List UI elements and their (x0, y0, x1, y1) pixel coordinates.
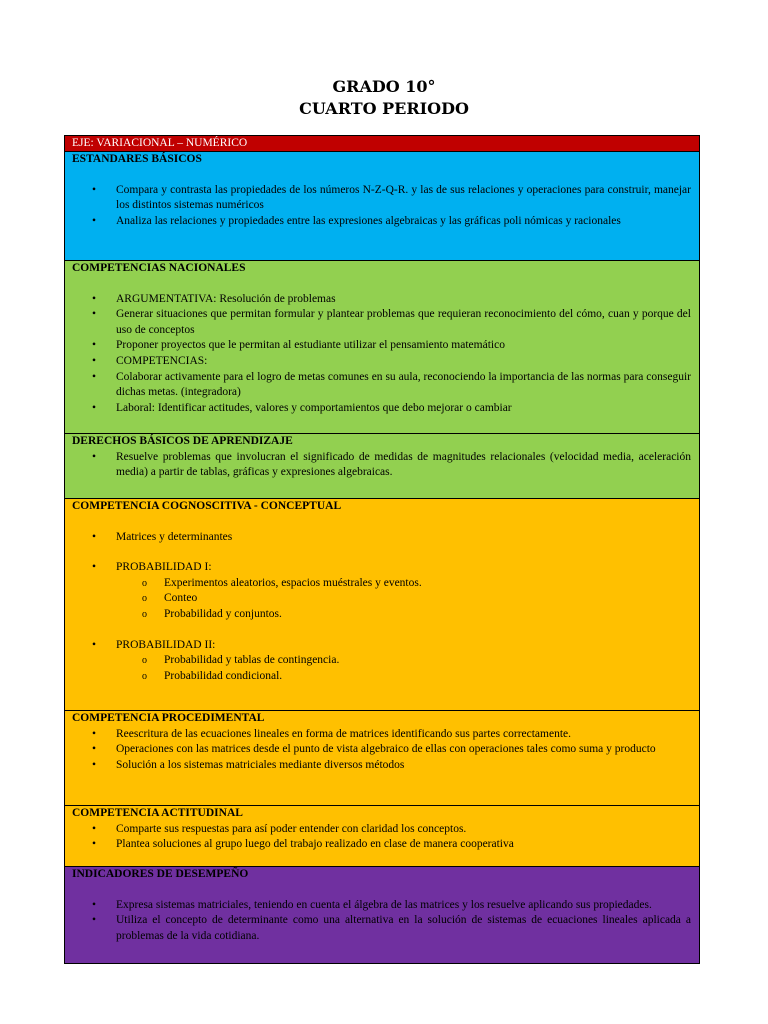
list-item: • Reescritura de las ecuaciones lineales en forma de matrices identificando sus partes correctamente. (72, 727, 691, 743)
eje-label: EJE: VARIACIONAL – NUMÉRICO (72, 137, 248, 149)
indicadores-header: INDICADORES DE DESEMPEÑO (72, 868, 249, 880)
list-item: • Solución a los sistemas matriciales mediante diversos métodos (72, 758, 691, 774)
actitudinal-header: COMPETENCIA ACTITUDINAL (72, 807, 243, 819)
list-item: • Generar situaciones que permitan formular y plantear problemas que requieran reconocimiento del cómo, cuan y porque del uso de conceptos (72, 307, 691, 338)
list-item: • Comparte sus respuestas para así poder entender con claridad los conceptos. (72, 822, 691, 838)
sub-list-item: o Probabilidad condicional. (72, 669, 691, 685)
sub-list-item: o Probabilidad y tablas de contingencia. (72, 653, 691, 669)
list-item: • Analiza las relaciones y propiedades entre las expresiones algebraicas y las gráficas poli nómicas y racionales (72, 214, 691, 230)
list-item: • Operaciones con las matrices desde el punto de vista algebraico de ellas con operaciones tales como suma y producto (72, 742, 691, 758)
actitudinal-list (72, 822, 691, 853)
competencias-nacionales-list (72, 292, 691, 417)
list-item: • Laboral: Identificar actitudes, valores y comportamientos que debo mejorar o cambiar (72, 401, 691, 417)
sub-list-item: o Probabilidad y conjuntos. (72, 607, 691, 623)
estandares-header: ESTANDARES BÁSICOS (72, 153, 202, 165)
procedimental-header: COMPETENCIA PROCEDIMENTAL (72, 712, 265, 724)
title-period: CUARTO PERIODO (299, 99, 469, 118)
estandares-section (65, 151, 699, 260)
procedimental-section (65, 710, 699, 805)
eje-row (65, 136, 699, 151)
list-item: • Colaborar activamente para el logro de metas comunes en su aula, reconociendo la importancia de las normas para conseguir dichas metas. (integradora) (72, 370, 691, 401)
cognoscitiva-list (72, 530, 691, 546)
sub-list-item: o Experimentos aleatorios, espacios muéstrales y eventos. (72, 576, 691, 592)
list-item: • Plantea soluciones al grupo luego del trabajo realizado en clase de manera cooperativa (72, 837, 691, 853)
actitudinal-section (65, 805, 699, 866)
cognoscitiva-header: COMPETENCIA COGNOSCITIVA - CONCEPTUAL (72, 500, 342, 512)
list-item: • ARGUMENTATIVA: Resolución de problemas (72, 292, 691, 308)
list-item: • Compara y contrasta las propiedades de los números N-Z-Q-R. y las de sus relaciones y operaciones para construir, manejar los distintos sistemas numéricos (72, 183, 691, 214)
procedimental-list (72, 727, 691, 774)
competencias-nacionales-header: COMPETENCIAS NACIONALES (72, 262, 246, 274)
title-grade: GRADO 10° (332, 77, 436, 96)
list-item: • Expresa sistemas matriciales, teniendo en cuenta el álgebra de las matrices y los resuelve aplicando sus propiedades. (72, 898, 691, 914)
probabilidad-2-group (72, 638, 691, 685)
competencias-nacionales-section (65, 260, 699, 433)
list-item: • Matrices y determinantes (72, 530, 691, 546)
cognoscitiva-section (65, 498, 699, 710)
sub-list-item: o Conteo (72, 591, 691, 607)
probabilidad-1-group (72, 560, 691, 622)
document-title (0, 76, 768, 120)
list-item: • Resuelve problemas que involucran el significado de medidas de magnitudes relacionales (velocidad media, aceleración media) a partir de tablas, gráficas y expresiones algebraicas. (72, 450, 691, 481)
curriculum-table (64, 135, 700, 964)
derechos-header: DERECHOS BÁSICOS DE APRENDIZAJE (72, 435, 293, 447)
estandares-list (72, 183, 691, 230)
indicadores-list (72, 898, 691, 945)
derechos-section (65, 433, 699, 498)
list-item: • Proponer proyectos que le permitan al estudiante utilizar el pensamiento matemático (72, 338, 691, 354)
list-item: • COMPETENCIAS: (72, 354, 691, 370)
probabilidad-1-label: • PROBABILIDAD I: (72, 560, 691, 576)
derechos-list (72, 450, 691, 481)
list-item: • Utiliza el concepto de determinante como una alternativa en la solución de sistemas de ecuaciones lineales aplicada a problemas de la vida cotidiana. (72, 913, 691, 944)
probabilidad-2-label: • PROBABILIDAD II: (72, 638, 691, 654)
indicadores-section (65, 866, 699, 963)
